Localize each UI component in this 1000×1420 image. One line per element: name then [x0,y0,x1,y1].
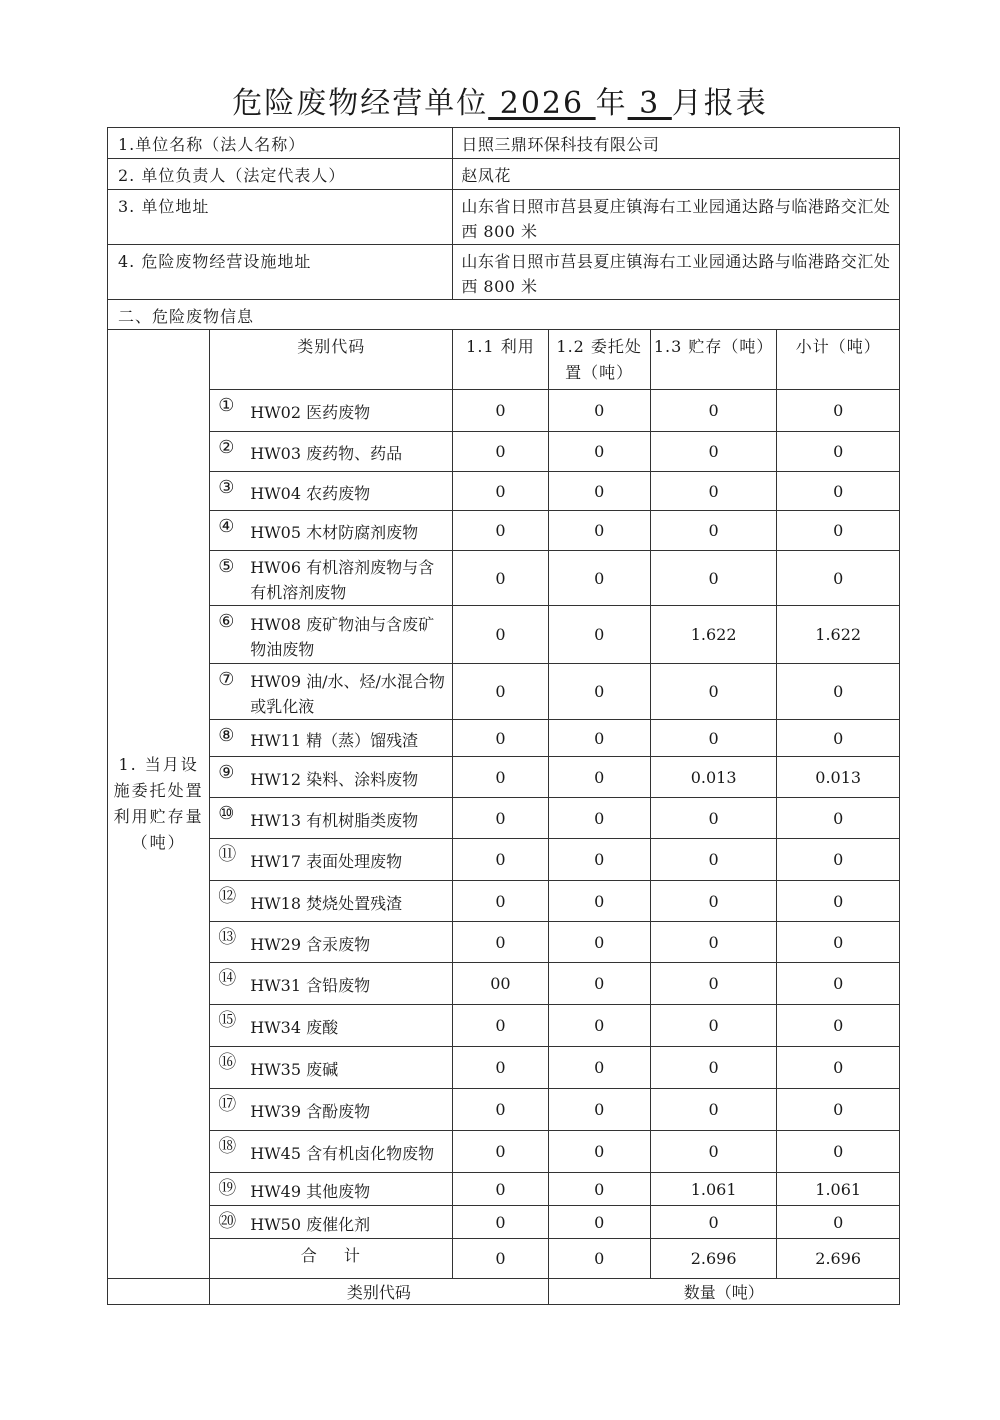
waste-category-cell [210,757,453,798]
use-value: 0 [453,1131,548,1173]
storage-value: 0 [650,720,777,757]
storage-value: 0 [650,1206,777,1239]
disposal-value: 0 [548,432,650,472]
storage-value: 0 [650,1131,777,1173]
storage-value: 0 [650,472,777,511]
title-year: 2026 [488,86,596,121]
subtotal-value: 1.061 [777,1173,900,1206]
waste-category-cell [210,551,453,606]
waste-row [108,390,900,432]
subtotal-value: 0 [777,963,900,1005]
use-value: 0 [453,1089,548,1131]
waste-category-cell [210,1206,453,1239]
row-number: ⑰ [218,1094,237,1115]
subtotal-value: 0 [777,1047,900,1089]
info-label: 4. 危险废物经营设施地址 [108,245,453,300]
report-title [0,78,1000,122]
storage-value: 1.061 [650,1173,777,1206]
storage-value: 0.013 [650,757,777,798]
total-subtotal-value: 2.696 [777,1239,900,1279]
disposal-value: 0 [548,1005,650,1047]
waste-category-name: HW03 废药物、药品 [250,444,403,463]
disposal-value: 0 [548,798,650,839]
use-value: 00 [453,963,548,1005]
report-table [107,127,900,1305]
info-value: 山东省日照市莒县夏庄镇海右工业园通达路与临港路交汇处西 800 米 [453,190,900,245]
storage-value: 0 [650,922,777,963]
header-subtotal: 小计（吨） [777,330,900,390]
waste-row [108,1173,900,1206]
subtotal-value: 0 [777,472,900,511]
storage-value: 0 [650,839,777,881]
waste-row [108,757,900,798]
waste-category-name: HW49 其他废物 [250,1181,371,1201]
storage-value: 0 [650,1005,777,1047]
subtotal-value: 0 [777,720,900,757]
waste-row [108,664,900,720]
waste-row [108,1047,900,1089]
subtotal-value: 0 [777,1206,900,1239]
waste-category-cell [210,839,453,881]
storage-value: 0 [650,664,777,720]
waste-row [108,511,900,551]
disposal-value: 0 [548,720,650,757]
waste-category-cell [210,881,453,922]
storage-value: 0 [650,798,777,839]
title-prefix: 危险废物经营单位 [232,86,489,121]
total-use-value: 0 [453,1239,548,1279]
waste-category-cell [210,922,453,963]
waste-row [108,1005,900,1047]
waste-row [108,606,900,664]
waste-category-name: HW50 废催化剂 [250,1214,371,1234]
waste-row [108,963,900,1005]
info-label: 3. 单位地址 [108,190,453,245]
row-number: ⑧ [218,725,235,746]
disposal-value: 0 [548,963,650,1005]
use-value: 0 [453,720,548,757]
row-number: ⑲ [218,1178,237,1199]
waste-category-cell [210,511,453,551]
waste-category-name: HW08 废矿物油与含废矿物油废物 [250,614,435,659]
disposal-value: 0 [548,922,650,963]
storage-value: 0 [650,390,777,432]
info-value: 山东省日照市莒县夏庄镇海右工业园通达路与临港路交汇处西 800 米 [453,245,900,300]
waste-category-name: HW39 含酚废物 [250,1102,371,1121]
waste-category-name: HW06 有机溶剂废物与含有机溶剂废物 [250,558,435,602]
disposal-value: 0 [548,1173,650,1206]
row-number: ⑤ [218,556,235,577]
use-value: 0 [453,390,548,432]
use-value: 0 [453,472,548,511]
waste-category-name: HW18 焚烧处置残渣 [250,893,403,913]
row-number: ⑪ [218,844,237,865]
subtotal-value: 1.622 [777,606,900,664]
footer-empty-cell [108,1279,210,1305]
disposal-value: 0 [548,472,650,511]
header-disposal: 1.2 委托处置（吨） [548,330,650,390]
subtotal-value: 0 [777,390,900,432]
subtotal-value: 0 [777,511,900,551]
use-value: 0 [453,922,548,963]
waste-category-name: HW31 含铅废物 [250,976,371,995]
waste-category-cell [210,1005,453,1047]
use-value: 0 [453,606,548,664]
info-label: 2. 单位负责人（法定代表人） [108,159,453,190]
waste-row [108,1089,900,1131]
use-value: 0 [453,1173,548,1206]
side-label: 1. 当月设施委托处置利用贮存量（吨） [108,330,210,1279]
row-number: ⑫ [218,886,237,907]
use-value: 0 [453,1005,548,1047]
waste-category-cell [210,1089,453,1131]
waste-category-name: HW34 废酸 [250,1018,339,1037]
waste-row [108,881,900,922]
total-row [108,1239,900,1279]
info-row [108,245,900,300]
waste-category-name: HW05 木材防腐剂废物 [250,523,419,542]
waste-category-name: HW17 表面处理废物 [250,852,403,871]
header-category: 类别代码 [210,330,453,390]
row-number: ⑩ [218,803,235,824]
row-number: ④ [218,516,235,537]
waste-row [108,1131,900,1173]
waste-row [108,1206,900,1239]
storage-value: 0 [650,432,777,472]
waste-row [108,720,900,757]
use-value: 0 [453,664,548,720]
waste-row [108,472,900,511]
waste-category-cell [210,1131,453,1173]
use-value: 0 [453,1047,548,1089]
row-number: ⑥ [218,611,235,632]
row-number: ⑬ [218,927,237,948]
use-value: 0 [453,551,548,606]
waste-category-name: HW12 染料、涂料废物 [250,769,419,789]
disposal-value: 0 [548,1131,650,1173]
use-value: 0 [453,798,548,839]
subtotal-value: 0 [777,1005,900,1047]
disposal-value: 0 [548,1047,650,1089]
storage-value: 0 [650,1089,777,1131]
total-disposal-value: 0 [548,1239,650,1279]
disposal-value: 0 [548,757,650,798]
waste-category-cell [210,472,453,511]
waste-category-name: HW45 含有机卤化物废物 [250,1144,435,1163]
subtotal-value: 0.013 [777,757,900,798]
info-label: 1.单位名称（法人名称） [108,128,453,159]
storage-value: 0 [650,511,777,551]
subtotal-value: 0 [777,1089,900,1131]
waste-category-name: HW11 精（蒸）馏残渣 [250,730,419,750]
total-storage-value: 2.696 [650,1239,777,1279]
waste-row [108,432,900,472]
row-number: ① [218,395,235,416]
disposal-value: 0 [548,390,650,432]
waste-category-name: HW13 有机树脂类废物 [250,810,419,830]
waste-category-name: HW29 含汞废物 [250,934,371,954]
row-number: ⑨ [218,762,235,783]
title-month: 3 [627,86,672,121]
waste-category-name: HW04 农药废物 [250,483,371,503]
use-value: 0 [453,1206,548,1239]
use-value: 0 [453,757,548,798]
waste-category-name: HW35 废碱 [250,1060,339,1079]
use-value: 0 [453,839,548,881]
title-year-suffix: 年 [595,86,628,121]
disposal-value: 0 [548,881,650,922]
subtotal-value: 0 [777,664,900,720]
footer-quantity: 数量（吨） [548,1279,899,1305]
waste-category-cell [210,1047,453,1089]
waste-category-cell [210,664,453,720]
footer-row [108,1279,900,1305]
storage-value: 0 [650,963,777,1005]
title-month-suffix: 月报表 [671,86,768,121]
info-value: 赵凤花 [453,159,900,190]
waste-category-name: HW02 医药废物 [250,403,371,422]
header-use: 1.1 利用 [453,330,548,390]
waste-category-cell [210,1173,453,1206]
row-number: ⑯ [218,1052,237,1073]
disposal-value: 0 [548,1089,650,1131]
section-heading: 二、危险废物信息 [108,300,900,330]
waste-category-cell [210,798,453,839]
info-value: 日照三鼎环保科技有限公司 [453,128,900,159]
disposal-value: 0 [548,1206,650,1239]
subtotal-value: 0 [777,881,900,922]
info-row [108,128,900,159]
storage-value: 0 [650,881,777,922]
waste-category-name: HW09 油/水、烃/水混合物或乳化液 [250,671,445,716]
column-header-row [108,330,900,390]
waste-row [108,922,900,963]
row-number: ⑱ [218,1136,237,1157]
disposal-value: 0 [548,606,650,664]
section-row [108,300,900,330]
row-number: ⑦ [218,669,235,690]
subtotal-value: 0 [777,1131,900,1173]
use-value: 0 [453,881,548,922]
subtotal-value: 0 [777,922,900,963]
disposal-value: 0 [548,511,650,551]
storage-value: 0 [650,1047,777,1089]
waste-category-cell [210,432,453,472]
subtotal-value: 0 [777,839,900,881]
info-row [108,190,900,245]
waste-category-cell [210,606,453,664]
waste-category-cell [210,720,453,757]
waste-row [108,798,900,839]
row-number: ⑭ [218,968,237,989]
waste-row [108,839,900,881]
use-value: 0 [453,511,548,551]
row-number: ⑮ [218,1010,237,1031]
waste-category-cell [210,390,453,432]
info-row [108,159,900,190]
waste-row [108,551,900,606]
row-number: ⑳ [218,1211,237,1232]
disposal-value: 0 [548,839,650,881]
row-number: ② [218,437,235,458]
disposal-value: 0 [548,551,650,606]
subtotal-value: 0 [777,551,900,606]
waste-category-cell [210,963,453,1005]
footer-category: 类别代码 [210,1279,548,1305]
use-value: 0 [453,432,548,472]
disposal-value: 0 [548,664,650,720]
header-storage: 1.3 贮存（吨） [650,330,777,390]
storage-value: 0 [650,551,777,606]
total-label: 合 计 [210,1239,453,1279]
storage-value: 1.622 [650,606,777,664]
row-number: ③ [218,477,235,498]
subtotal-value: 0 [777,432,900,472]
subtotal-value: 0 [777,798,900,839]
